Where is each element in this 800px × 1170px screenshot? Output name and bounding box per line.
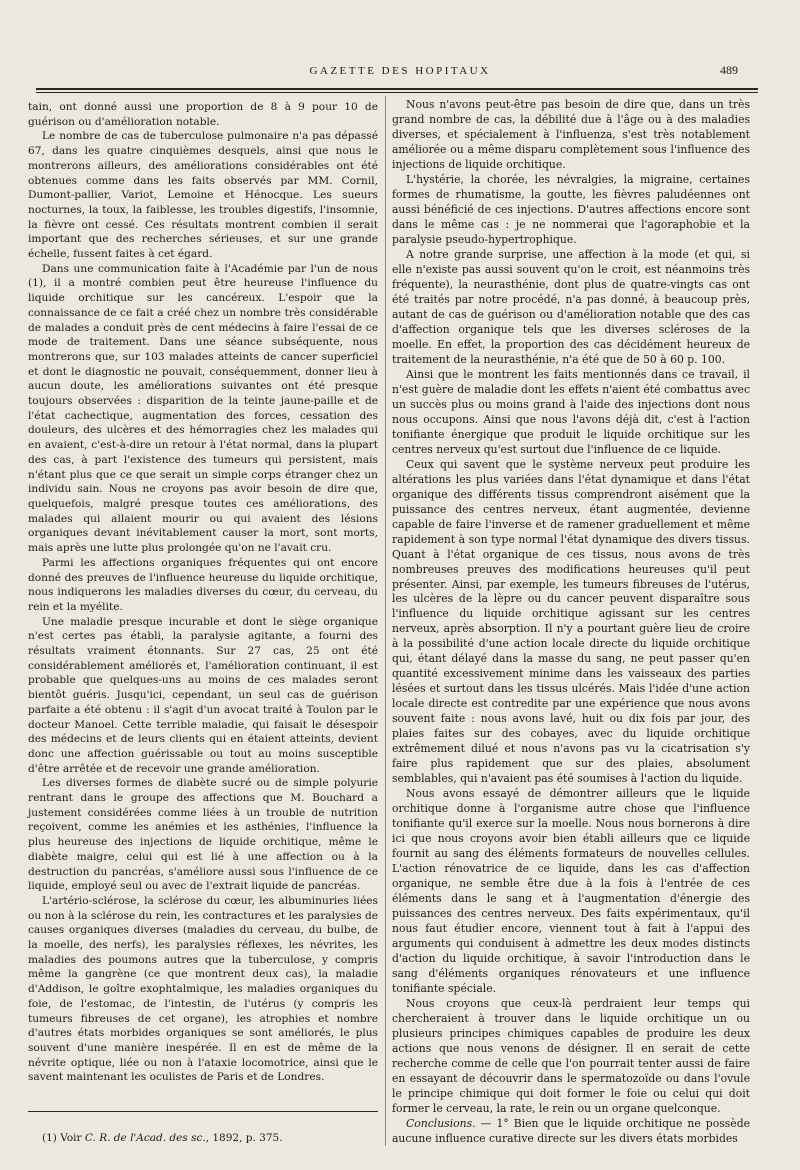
journal-title: GAZETTE DES HOPITAUX xyxy=(309,65,491,77)
footnote-separator xyxy=(28,1111,378,1112)
paragraph: Nous croyons que ceux-là perdraient leur temps qui chercheraient à trouver dans le liquide orchitique un ou plusieurs principes chimiques capables de produire les deux actions que nous venons de désigner. Il en serait de cette recherche comme de celle que l'on pourrait tenter aussi de faire en essayant de découvrir dans le spermatozoïde ou dans l'ovule le principe chimique qui doit former le foie ou celui qui doit former le cerveau, la rate, le rein ou un organe quelconque. xyxy=(392,997,750,1115)
conclusions-text: — 1° Bien que le liquide orchitique ne possède aucune influence curative directe sur les divers états morbides xyxy=(392,1116,750,1145)
paragraph: A notre grande surprise, une affection à la mode (et qui, si elle n'existe pas aussi souvent qu'on le croit, est néanmoins très fréquente), la neurasthénie, dont plus de quatre-vingts cas ont été traités par notre procédé, n'a pas donné, à beaucoup près, autant de cas de guérison ou d'amélioration notable que des cas d'affection organique tels que les diverses scléroses de la moelle. En effet, la proportion des cas décidément heureux de traitement de la neurasthénie, n'a été que de 50 à 60 p. 100. xyxy=(392,247,750,366)
paragraph: Nous avons essayé de démontrer ailleurs que le liquide orchitique donne à l'organisme autre chose que l'influence tonifiante qu'il exerce sur la moelle. Nous nous bornerons à dire ici que nous croyons avoir bien établi ailleurs que ce liquide fournit au sang des éléments formateurs de nouvelles cellules. L'action rénovatrice de ce liquide, dans les cas d'affection organique, ne semble être due à la fois à l'entrée de ces éléments dans le sang et à l'augmentation d'énergie des puissances des centres nerveux. Des faits expérimentaux, qu'il nous faut étudier encore, viennent tout à fait à l'appui des arguments qui conduisent à admettre les deux modes distincts d'action du liquide orchitique, à savoir l'introduction dans le sang d'éléments organiques rénovateurs et une influence tonifiante spéciale. xyxy=(392,787,750,996)
paragraph: Parmi les affections organiques fréquentes qui ont encore donné des preuves de l'influence heureuse du liquide orchitique, nous indiquerons les maladies diverses du cœur, du cerveau, du rein et la myélite. xyxy=(28,556,378,613)
page-number: 489 xyxy=(720,63,738,77)
left-column xyxy=(28,100,378,1085)
paragraph: Ceux qui savent que le système nerveux peut produire les altérations les plus variées dans l'état dynamique et dans l'état organique des différents tissus comprendront aisément que la puissance des centres nerveux, étant augmentée, devienne capable de faire l'inverse et de ramener graduellement et même rapidement à son type normal l'état dynamique des divers tissus. Quant à l'état organique de ces tissus, nous avons de très nombreuses preuves des modifications heureuses qu'il peut présenter. Ainsi, par exemple, les tumeurs fibreuses de l'utérus, les ulcères de la lèpre ou du cancer peuvent disparaître sous l'influence du liquide orchitique agissant sur les centres nerveux, après absorption. Il n'y a pourtant guère lieu de croire à la possibilité d'une action locale directe du liquide orchitique qui, étant délayé dans la masse du sang, ne peut passer qu'en quantité excessivement minime dans les vaisseaux des parties lésées et surtout dans les tissus ulcérés. Mais l'idée d'une action locale directe est contredite par une expérience que nous avons souvent faite : nous avons lavé, huit ou dix fois par jour, des plaies faites sur des cobayes, avec du liquide orchitique extrêmement dilué et nous n'avons pas vu la cicatrisation s'y faire plus rapidement que sur des plaies, absolument semblables, qui n'avaient pas été soumises à l'action du liquide. xyxy=(392,457,750,786)
conclusions-paragraph xyxy=(392,1117,750,1147)
paragraph: Dans une communication faite à l'Académie par l'un de nous (1), il a montré combien peut être heureuse l'influence du liquide orchitique sur les cancéreux. L'espoir que la connaissance de ce fait a créé chez un nombre très considérable de malades a conduit près de cent médecins à faire l'essai de ce mode de traitement. Dans une séance subséquente, nous montrerons que, sur 103 malades atteints de cancer superficiel et dont le diagnostic ne pouvait, conséquemment, donner lieu à aucun doute, les améliorations suivantes ont été presque toujours observées : disparition de la teinte jaune-paille et de l'état cachectique, augmentation des forces, cessation des douleurs, des ulcères et des hémorragies chez les malades qui en avaient, c'est-à-dire un retour à l'état normal, dans la plupart des cas, à part l'existence des tumeurs qui persistent, mais n'étant plus que ce que serait un simple corps étranger chez un individu sain. Nous ne croyons pas avoir besoin de dire que, quelquefois, malgré presque toutes ces améliorations, des malades qui allaient mourir ou qui avaient des lésions organiques devant inévitablement causer la mort, sont morts, mais après une lutte plus prolongée qu'on ne l'avait cru. xyxy=(28,262,378,555)
header-rule xyxy=(36,88,758,90)
paragraph: L'hystérie, la chorée, les névralgies, la migraine, certaines formes de rhumatisme, la goutte, les fièvres paludéennes ont aussi bénéficié de ces injections. D'autres affections encore sont dans le même cas : je ne nommerai que l'agoraphobie et la paralysie pseudo-hypertrophique. xyxy=(392,172,750,246)
right-column xyxy=(392,98,750,1147)
paragraph: Nous n'avons peut-être pas besoin de dire que, dans un très grand nombre de cas, la débilité due à l'âge ou à des maladies diverses, et spécialement à l'influenza, s'est très notablement améliorée ou a même disparu complètement sous l'influence des injections de liquide orchitique. xyxy=(392,98,750,171)
footnote-rest: , 1892, p. 375. xyxy=(205,1132,283,1144)
paragraph: Les diverses formes de diabète sucré ou de simple polyurie rentrant dans le groupe des affections que M. Bouchard a justement considérées comme liées à un trouble de nutrition reçoivent, comme les anémies et les asthénies, l'influence la plus heureuse des injections de liquide orchitique, même le diabète maigre, celui qui est lié à une affection ou à la destruction du pancréas, s'améliore aussi sous l'influence de ce liquide, employé seul ou avec de l'extrait liquide de pancréas. xyxy=(28,777,378,893)
footnote-marker: (1) Voir xyxy=(42,1132,85,1144)
column-divider xyxy=(385,96,386,1146)
paragraph: Ainsi que le montrent les faits mentionnés dans ce travail, il n'est guère de maladie dont les effets n'aient été combattus avec un succès plus ou moins grand à l'aide des injections dont nous nous occupons. Ainsi que nous l'avons déjà dit, c'est à l'action tonifiante énergique que produit le liquide orchitique sur les centres nerveux qu'est surtout due l'influence de ce liquide. xyxy=(392,367,750,456)
paragraph: Une maladie presque incurable et dont le siège organique n'est certes pas établi, la paralysie agitante, a fourni des résultats vraiment étonnants. Sur 27 cas, 25 ont été considérablement améliorés et, l'amélioration continuant, il est probable que quelques-uns au moins de ces malades seront bientôt guéris. Jusqu'ici, cependant, un seul cas de guérison parfaite a été obtenu : il s'agit d'un avocat traité à Toulon par le docteur Manoel. Cette terrible maladie, qui faisait le désespoir des médecins et de leurs clients qui en étaient atteints, devient donc une affection guérissable ou tout au moins susceptible d'être arrêtée et de recevoir une grande amélioration. xyxy=(28,615,378,775)
footnote xyxy=(42,1131,283,1145)
paragraph: L'artério-sclérose, la sclérose du cœur, les albuminuries liées ou non à la sclérose du rein, les contractures et les paralysies de causes organiques diverses (maladies du cerveau, du bulbe, de la moelle, des nerfs), les paralysies réflexes, les névrites, les maladies des poumons autres que la tuberculose, y compris même la gangrène (ce que montrent deux cas), la maladie d'Addison, le goître exophtalmique, les maladies organiques du foie, de l'estomac, de l'intestin, de l'utérus (y compris les tumeurs fibreuses de cet organe), les atrophies et nombre d'autres états morbides organiques se sont améliorés, le plus souvent d'une manière inespérée. Il en est de même de la névrite optique, liée ou non à l'ataxie locomotrice, ainsi que le savent maintenant les oculistes de Paris et de Londres. xyxy=(28,894,378,1084)
conclusions-label: Conclusions. xyxy=(406,1116,476,1130)
paragraph: tain, ont donné aussi une proportion de 8 à 9 pour 10 de guérison ou d'amélioration notable. xyxy=(28,101,378,128)
footnote-source: C. R. de l'Acad. des sc. xyxy=(84,1132,206,1144)
header-rule-thin xyxy=(36,92,758,93)
paragraph: Le nombre de cas de tuberculose pulmonaire n'a pas dépassé 67, dans les quatre cinquièmes desquels, ainsi que nous le montrerons ailleurs, des améliorations considérables ont été obtenues comme dans les faits observés par MM. Cornil, Dumont-pallier, Variot, Lemoine et Hénocque. Les sueurs nocturnes, la toux, la faiblesse, les troubles digestifs, l'insomnie, la fièvre ont cessé. Ces résultats montrent combien il serait important que des recherches sérieuses, et sur une grande échelle, fussent faites à cet égard. xyxy=(28,130,378,261)
